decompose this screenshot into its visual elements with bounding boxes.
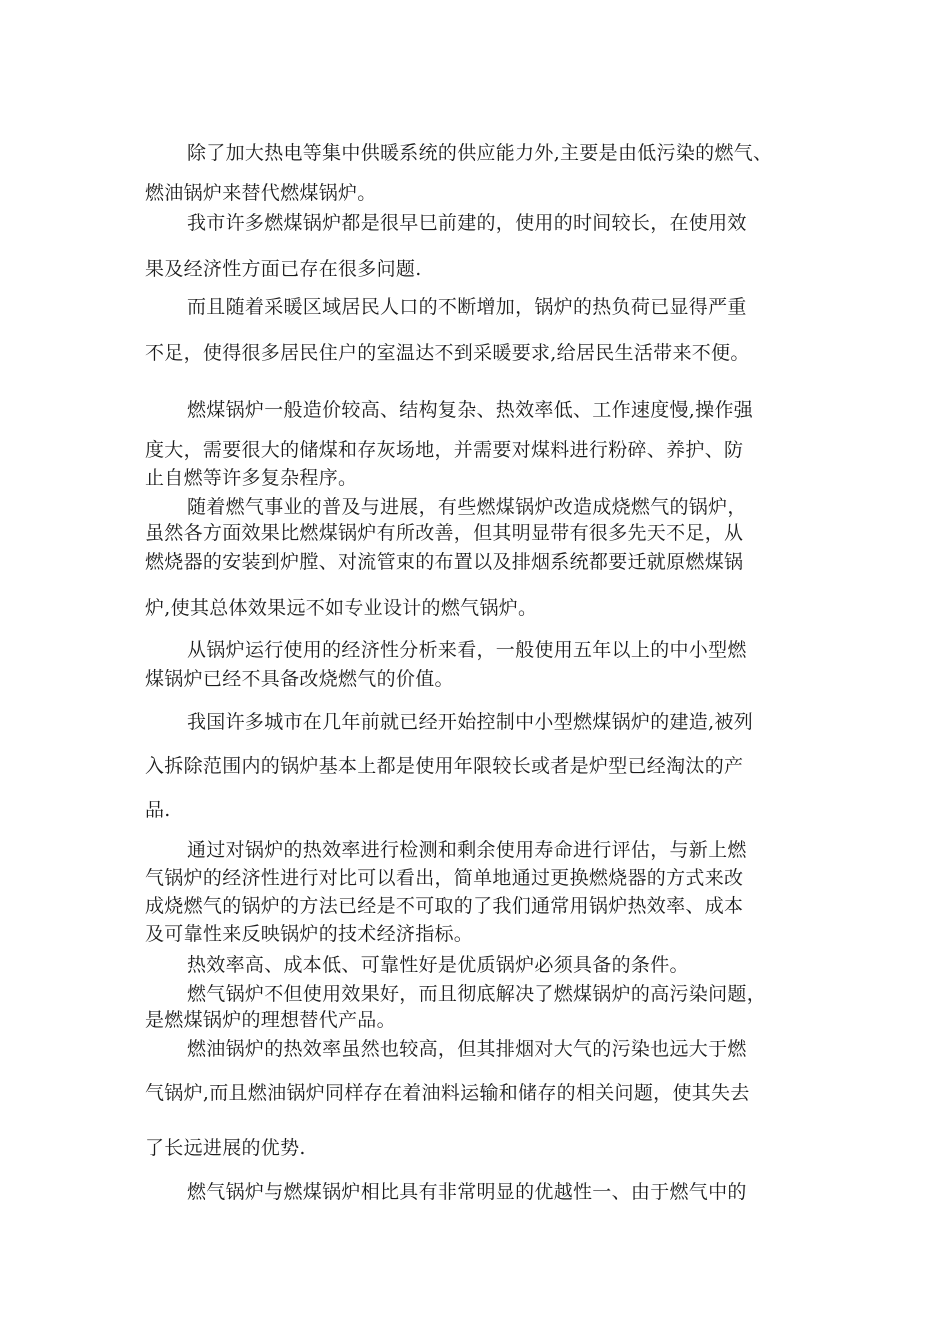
text-line: 品. [145,799,171,821]
text-line: 从锅炉运行使用的经济性分析来看，一般使用五年以上的中小型燃 [187,639,747,661]
text-line: 燃煤锅炉一般造价较高、结构复杂、热效率低、工作速度慢,操作强 [187,399,754,421]
text-line: 燃油锅炉来替代燃煤锅炉。 [145,182,377,204]
text-line: 热效率高、成本低、可靠性好是优质锅炉必须具备的条件。 [187,954,689,976]
text-line: 燃油锅炉的热效率虽然也较高，但其排烟对大气的污染也远大于燃 [187,1038,747,1060]
text-line: 我市许多燃煤锅炉都是很早巳前建的，使用的时间较长，在使用效 [187,212,747,234]
text-line: 虽然各方面效果比燃煤锅炉有所改善，但其明显带有很多先天不足，从 [145,522,744,544]
text-line: 止自燃等许多复杂程序。 [145,467,358,489]
text-line: 通过对锅炉的热效率进行检测和剩余使用寿命进行评估，与新上燃 [187,839,747,861]
text-line: 及可靠性来反映锅炉的技术经济指标。 [145,923,474,945]
text-line: 气锅炉的经济性进行对比可以看出，简单地通过更换燃烧器的方式来改 [145,867,744,889]
text-line: 燃烧器的安装到炉膛、对流管束的布置以及排烟系统都要迁就原燃煤锅 [145,551,744,573]
text-line: 炉,使其总体效果远不如专业设计的燃气锅炉。 [145,597,538,619]
text-line: 果及经济性方面已存在很多问题. [145,258,422,280]
text-line: 度大，需要很大的储煤和存灰场地，并需要对煤料进行粉碎、养护、防 [145,439,744,461]
text-line: 燃气锅炉与燃煤锅炉相比具有非常明显的优越性一、由于燃气中的 [187,1181,747,1203]
text-line: 而且随着采暖区域居民人口的不断增加，锅炉的热负荷已显得严重 [187,296,747,318]
text-line: 随着燃气事业的普及与进展，有些燃煤锅炉改造成烧燃气的锅炉， [187,496,747,518]
text-line: 不足，使得很多居民住户的室温达不到采暖要求,给居民生活带来不便。 [145,342,750,364]
text-line: 煤锅炉已经不具备改烧燃气的价值。 [145,668,454,690]
text-line: 是燃煤锅炉的理想替代产品。 [145,1009,396,1031]
text-line: 成烧燃气的锅炉的方法已经是不可取的了我们通常用锅炉热效率、成本 [145,895,744,917]
text-line: 我国许多城市在几年前就已经开始控制中小型燃煤锅炉的建造,被列 [187,711,754,733]
text-line: 除了加大热电等集中供暖系统的供应能力外,主要是由低污染的燃气、 [187,142,773,164]
text-line: 燃气锅炉不但使用效果好，而且彻底解决了燃煤锅炉的高污染问题， [187,983,767,1005]
text-line: 入拆除范围内的锅炉基本上都是使用年限较长或者是炉型已经淘汰的产 [145,755,744,777]
text-line: 气锅炉,而且燃油锅炉同样存在着油料运输和储存的相关问题，使其失去 [145,1082,750,1104]
text-line: 了长远进展的优势. [145,1137,306,1159]
